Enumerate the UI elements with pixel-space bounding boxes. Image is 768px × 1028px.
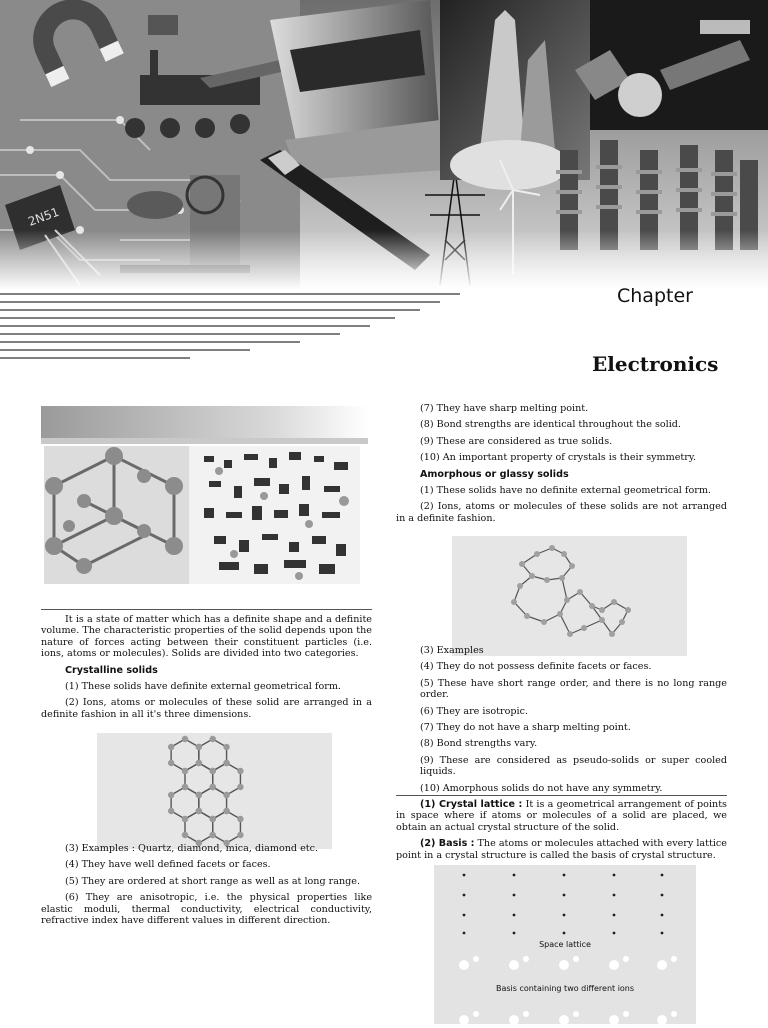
atom-node bbox=[569, 563, 575, 569]
amorphous-point-10: (10) Amorphous solids do not have any symmetry. bbox=[420, 782, 663, 794]
crystalline-point-3: (3) Examples : Quartz, diamond, mica, diamond etc. bbox=[65, 843, 319, 854]
amorphous-point-1: (1) These solids have no definite external geometrical form. bbox=[420, 485, 711, 497]
lattice-point bbox=[463, 874, 466, 877]
basis-ion-small bbox=[473, 956, 479, 962]
basis-ion-small bbox=[671, 1011, 677, 1017]
basis-ion-small bbox=[523, 956, 529, 962]
hexagon-ring bbox=[185, 811, 213, 843]
atom-node bbox=[210, 736, 216, 742]
atom-node bbox=[619, 619, 625, 625]
lattice-point bbox=[463, 894, 466, 897]
amorphous-point-4: (4) They do not possess definite facets or faces. bbox=[420, 661, 652, 673]
amorphous-point-8: (8) Bond strengths vary. bbox=[420, 738, 538, 750]
atom-node bbox=[581, 625, 587, 631]
atom-node bbox=[609, 631, 615, 637]
atom-node bbox=[519, 561, 525, 567]
atom-node bbox=[524, 613, 530, 619]
basis-caption: Basis containing two different ions bbox=[495, 984, 635, 993]
basis-ion-large bbox=[459, 1015, 469, 1024]
atom-node bbox=[182, 736, 188, 742]
atom-node bbox=[223, 744, 229, 750]
decorative-stripes bbox=[0, 288, 470, 368]
atom-node bbox=[544, 577, 550, 583]
lattice-point bbox=[613, 874, 616, 877]
amorphous-point-6: (6) They are isotropic. bbox=[420, 705, 529, 717]
atom-node bbox=[529, 573, 535, 579]
transistor-label: 2N51 bbox=[26, 204, 61, 229]
atom-node bbox=[517, 583, 523, 589]
lattice-point bbox=[513, 874, 516, 877]
left-column bbox=[41, 614, 372, 725]
atom-node bbox=[210, 816, 216, 822]
atom-node bbox=[168, 808, 174, 814]
basis-ion-large bbox=[559, 1015, 569, 1024]
atom-node bbox=[237, 768, 243, 774]
atom-node bbox=[237, 784, 243, 790]
crystalline-point-2: (2) Ions, atoms or molecules of these solid are arranged in a definite fashion in all it's three dimensions. bbox=[41, 697, 372, 720]
basis-ion-large bbox=[509, 960, 519, 970]
right-column bbox=[396, 403, 727, 529]
basis-ion-small bbox=[473, 1011, 479, 1017]
crystalline-point-1: (1) These solids have definite external geometrical form. bbox=[65, 681, 341, 693]
atom-node bbox=[196, 808, 202, 814]
atom-node bbox=[511, 599, 517, 605]
atom-node bbox=[168, 744, 174, 750]
hexagon-ring bbox=[213, 811, 241, 843]
section-heading-bar bbox=[41, 406, 368, 439]
left-column-continued bbox=[41, 843, 372, 931]
amorphous-point-9: (9) These are considered as pseudo-solids or super cooled liquids. bbox=[420, 754, 727, 778]
amorphous-bond bbox=[560, 614, 570, 634]
amorphous-point-2: (2) Ions, atoms or molecules of these solids are not arranged in a definite fashion. bbox=[396, 501, 727, 524]
basis-ion-large bbox=[509, 1015, 519, 1024]
chapter-label: Chapter bbox=[617, 285, 693, 307]
atom-node bbox=[577, 589, 583, 595]
atom-node bbox=[196, 744, 202, 750]
atom-node bbox=[564, 597, 570, 603]
basis-ion-large bbox=[609, 960, 619, 970]
lattice-point bbox=[613, 932, 616, 935]
atom-node bbox=[210, 784, 216, 790]
lattice-point bbox=[463, 932, 466, 935]
right-column-rule bbox=[396, 795, 727, 796]
atom-node bbox=[223, 808, 229, 814]
basis-ion-small bbox=[623, 956, 629, 962]
right-column-continued bbox=[396, 645, 727, 799]
intro-paragraph: It is a state of matter which has a definite shape and a definite volume. The characteristic properties of the solid depends upon the nature of forces acting between their constituent particles (i.e. ions, atoms or molecules). Solids are divided into two categories. bbox=[41, 614, 372, 660]
amorphous-heading: Amorphous or glassy solids bbox=[420, 468, 569, 480]
crystal-lattice-text: It is a geometrical arrangement of points in space where if atoms or molecules of a solid are placed, we obtain an actual crystal structure of the solid. bbox=[396, 799, 727, 833]
atom-node bbox=[561, 551, 567, 557]
electronic-components-photo bbox=[44, 446, 360, 584]
space-lattice-caption: Space lattice bbox=[539, 940, 591, 949]
lattice-point bbox=[513, 932, 516, 935]
atom-node bbox=[237, 832, 243, 838]
basis-ion-small bbox=[623, 1011, 629, 1017]
crystalline-point-6: (6) They are anisotropic, i.e. the physical properties like elastic moduli, thermal conductivity, electrical conductivity, refractive index have different values in different direction. bbox=[41, 892, 372, 927]
lattice-point bbox=[513, 914, 516, 917]
lattice-point bbox=[613, 894, 616, 897]
atom-node bbox=[210, 768, 216, 774]
header-collage-image bbox=[0, 0, 768, 290]
crystal-lattice-definition bbox=[396, 799, 727, 833]
amorphous-structure-diagram bbox=[452, 536, 687, 656]
lattice-point bbox=[661, 932, 664, 935]
atom-node bbox=[182, 832, 188, 838]
basis-ion-small bbox=[671, 956, 677, 962]
basis-ion-large bbox=[657, 960, 667, 970]
basis-text: The atoms or molecules attached with every lattice point in a crystal structure is called the basis of crystal structure. bbox=[396, 838, 727, 861]
lattice-point bbox=[563, 932, 566, 935]
lattice-point bbox=[661, 894, 664, 897]
basis-ion-large bbox=[657, 1015, 667, 1024]
lattice-definitions bbox=[396, 799, 727, 866]
lattice-point bbox=[563, 874, 566, 877]
lattice-point bbox=[563, 894, 566, 897]
basis-ion-small bbox=[573, 956, 579, 962]
lattice-point bbox=[613, 914, 616, 917]
atom-node bbox=[210, 832, 216, 838]
crystalline-point-5: (5) They are ordered at short range as well as at long range. bbox=[65, 875, 361, 887]
crystalline-point-8: (8) Bond strengths are identical throughout the solid. bbox=[420, 419, 681, 431]
basis-ion-small bbox=[523, 1011, 529, 1017]
crystalline-point-9: (9) These are considered as true solids. bbox=[420, 435, 613, 447]
atom-node bbox=[611, 599, 617, 605]
lattice-point bbox=[661, 874, 664, 877]
basis-term: (2) Basis : bbox=[420, 838, 475, 850]
atom-node bbox=[549, 545, 555, 551]
amorphous-point-5: (5) These have short range order, and there is no long range order. bbox=[420, 677, 727, 701]
atom-node bbox=[567, 631, 573, 637]
basis-definition bbox=[396, 838, 727, 861]
atom-node bbox=[557, 611, 563, 617]
atom-node bbox=[599, 617, 605, 623]
atom-node bbox=[534, 551, 540, 557]
atom-node bbox=[168, 792, 174, 798]
crystal-lattice-term: (1) Crystal lattice : bbox=[420, 799, 523, 810]
atom-node bbox=[589, 603, 595, 609]
atom-node bbox=[223, 760, 229, 766]
basis-ion-large bbox=[609, 1015, 619, 1024]
lattice-point bbox=[661, 914, 664, 917]
atom-node bbox=[182, 816, 188, 822]
crystalline-structure-diagram bbox=[97, 733, 332, 849]
atom-node bbox=[168, 760, 174, 766]
atom-node bbox=[196, 760, 202, 766]
atom-node bbox=[237, 816, 243, 822]
left-column-rule bbox=[41, 609, 372, 610]
atom-node bbox=[541, 619, 547, 625]
crystalline-point-10: (10) An important property of crystals is their symmetry. bbox=[420, 452, 697, 464]
section-heading-underline bbox=[41, 438, 368, 444]
atom-node bbox=[196, 792, 202, 798]
atom-node bbox=[625, 607, 631, 613]
atom-node bbox=[182, 768, 188, 774]
basis-ion-large bbox=[459, 960, 469, 970]
atom-node bbox=[599, 607, 605, 613]
amorphous-point-3: (3) Examples bbox=[420, 645, 484, 656]
space-lattice-figure bbox=[434, 865, 696, 1024]
atom-node bbox=[223, 792, 229, 798]
lattice-point bbox=[463, 914, 466, 917]
crystalline-heading: Crystalline solids bbox=[65, 664, 158, 676]
atom-node bbox=[559, 575, 565, 581]
crystalline-point-7: (7) They have sharp melting point. bbox=[420, 403, 589, 414]
crystalline-point-4: (4) They have well defined facets or faces. bbox=[65, 859, 271, 871]
basis-ion-large bbox=[559, 960, 569, 970]
amorphous-point-7: (7) They do not have a sharp melting point. bbox=[420, 722, 631, 734]
lattice-point bbox=[513, 894, 516, 897]
basis-ion-small bbox=[573, 1011, 579, 1017]
amorphous-bond bbox=[562, 578, 567, 600]
lattice-point bbox=[563, 914, 566, 917]
chapter-title: Electronics bbox=[592, 352, 719, 376]
atom-node bbox=[182, 784, 188, 790]
